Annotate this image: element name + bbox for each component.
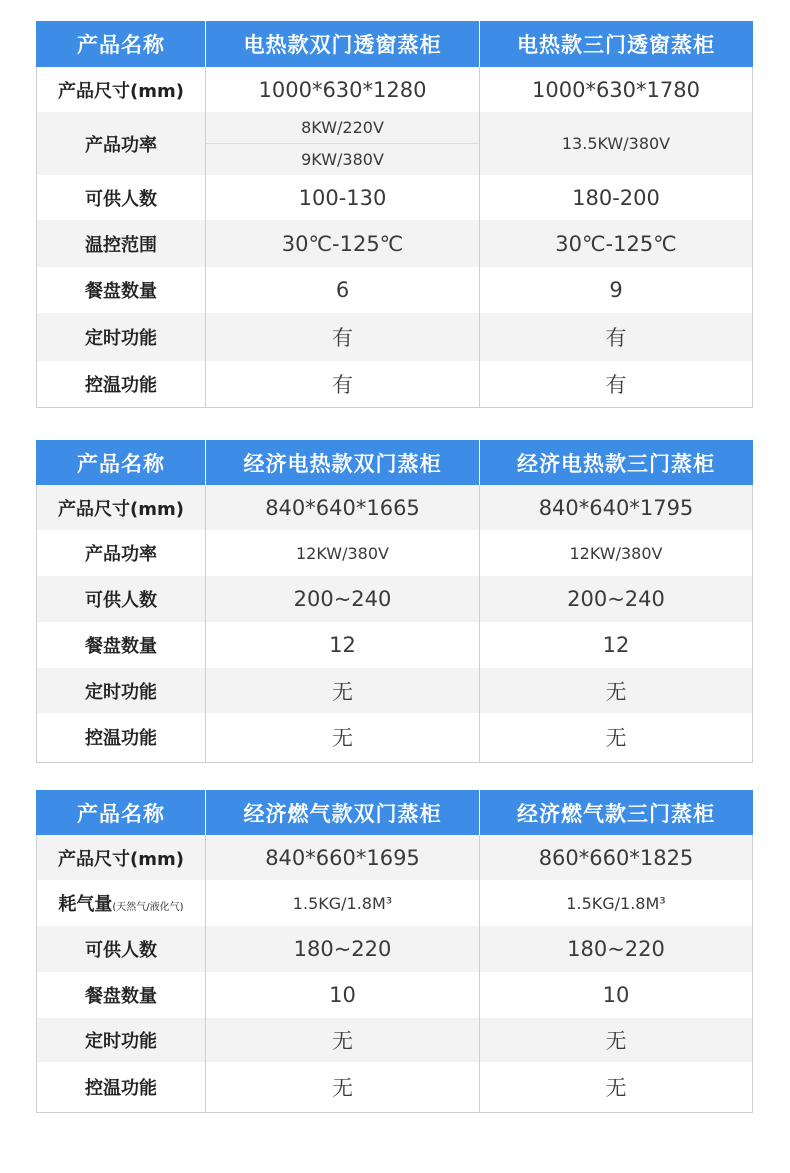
row-value-a: 840*660*1695 xyxy=(206,835,480,880)
row-value-a: 无 xyxy=(206,1018,480,1062)
table-row xyxy=(37,112,753,175)
row-value-b: 12 xyxy=(480,622,753,668)
table-row xyxy=(37,313,753,361)
row-label: 温控范围 xyxy=(37,220,206,267)
table-row xyxy=(37,67,753,112)
row-label: 可供人数 xyxy=(37,175,206,220)
gas-label: 耗气量 xyxy=(58,894,113,915)
table-row xyxy=(37,926,753,972)
row-value-a: 200~240 xyxy=(206,576,480,622)
table-row xyxy=(37,668,753,713)
table-header-row xyxy=(37,790,753,835)
row-value-b: 无 xyxy=(480,713,753,762)
row-value-b: 无 xyxy=(480,1018,753,1062)
row-value-a: 无 xyxy=(206,713,480,762)
row-label: 餐盘数量 xyxy=(37,267,206,313)
row-value-a: 30℃-125℃ xyxy=(206,220,480,267)
header-model-b: 经济电热款三门蒸柜 xyxy=(480,440,753,485)
row-value-a: 有 xyxy=(206,313,480,361)
row-label: 定时功能 xyxy=(37,668,206,713)
row-value-b: 10 xyxy=(480,972,753,1018)
row-label: 产品尺寸(mm) xyxy=(37,67,206,112)
power-option: 9KW/380V xyxy=(301,150,384,169)
row-label: 控温功能 xyxy=(37,1062,206,1112)
row-label: 可供人数 xyxy=(37,926,206,972)
row-value-a: 12 xyxy=(206,622,480,668)
table-row xyxy=(37,972,753,1018)
table-row xyxy=(37,880,753,926)
row-value-b: 无 xyxy=(480,668,753,713)
row-label: 控温功能 xyxy=(37,713,206,762)
row-value-b: 860*660*1825 xyxy=(480,835,753,880)
row-value-b: 13.5KW/380V xyxy=(480,112,753,175)
header-model-a: 电热款双门透窗蒸柜 xyxy=(206,21,480,67)
header-model-b: 经济燃气款三门蒸柜 xyxy=(480,790,753,835)
spec-table-economy-electric xyxy=(36,440,753,763)
row-value-a: 840*640*1665 xyxy=(206,485,480,530)
row-label: 产品功率 xyxy=(37,530,206,576)
row-value-b: 有 xyxy=(480,361,753,407)
row-label: 产品尺寸(mm) xyxy=(37,485,206,530)
header-model-b: 电热款三门透窗蒸柜 xyxy=(480,21,753,67)
row-label: 餐盘数量 xyxy=(37,622,206,668)
row-label: 定时功能 xyxy=(37,1018,206,1062)
row-value-a: 无 xyxy=(206,1062,480,1112)
row-value-a: 12KW/380V xyxy=(206,530,480,576)
row-value-a: 100-130 xyxy=(206,175,480,220)
table-row xyxy=(37,1062,753,1112)
header-label: 产品名称 xyxy=(37,440,206,485)
row-label: 餐盘数量 xyxy=(37,972,206,1018)
row-value-b: 840*640*1795 xyxy=(480,485,753,530)
gas-label-note: (天然气/液化气) xyxy=(112,902,184,913)
row-value-b: 180~220 xyxy=(480,926,753,972)
table-row xyxy=(37,175,753,220)
row-label xyxy=(37,880,206,926)
row-label: 产品功率 xyxy=(37,112,206,175)
row-value-a: 1.5KG/1.8M³ xyxy=(206,880,480,926)
table-row xyxy=(37,485,753,530)
row-value-a: 180~220 xyxy=(206,926,480,972)
table-row xyxy=(37,530,753,576)
header-model-a: 经济电热款双门蒸柜 xyxy=(206,440,480,485)
row-value-b: 9 xyxy=(480,267,753,313)
row-value-b: 无 xyxy=(480,1062,753,1112)
header-label: 产品名称 xyxy=(37,790,206,835)
table-row xyxy=(37,622,753,668)
table-row xyxy=(37,835,753,880)
row-value-a: 6 xyxy=(206,267,480,313)
row-label: 定时功能 xyxy=(37,313,206,361)
header-label: 产品名称 xyxy=(37,21,206,67)
spec-table-economy-gas xyxy=(36,790,753,1113)
table-row xyxy=(37,713,753,762)
table-row xyxy=(37,1018,753,1062)
row-value-b: 1000*630*1780 xyxy=(480,67,753,112)
table-row xyxy=(37,576,753,622)
spec-table-electric-window xyxy=(36,21,753,408)
row-value-b: 12KW/380V xyxy=(480,530,753,576)
row-value-a: 1000*630*1280 xyxy=(206,67,480,112)
row-value-a: 10 xyxy=(206,972,480,1018)
row-value-b: 180-200 xyxy=(480,175,753,220)
row-label: 控温功能 xyxy=(37,361,206,407)
row-value-b: 200~240 xyxy=(480,576,753,622)
row-value-b: 1.5KG/1.8M³ xyxy=(480,880,753,926)
table-row xyxy=(37,361,753,407)
power-option: 8KW/220V xyxy=(206,112,479,144)
row-label: 可供人数 xyxy=(37,576,206,622)
row-value-a xyxy=(206,112,480,175)
table-row xyxy=(37,267,753,313)
header-model-a: 经济燃气款双门蒸柜 xyxy=(206,790,480,835)
row-label: 产品尺寸(mm) xyxy=(37,835,206,880)
table-header-row xyxy=(37,21,753,67)
table-row xyxy=(37,220,753,267)
row-value-a: 有 xyxy=(206,361,480,407)
row-value-a: 无 xyxy=(206,668,480,713)
table-header-row xyxy=(37,440,753,485)
row-value-b: 有 xyxy=(480,313,753,361)
row-value-b: 30℃-125℃ xyxy=(480,220,753,267)
